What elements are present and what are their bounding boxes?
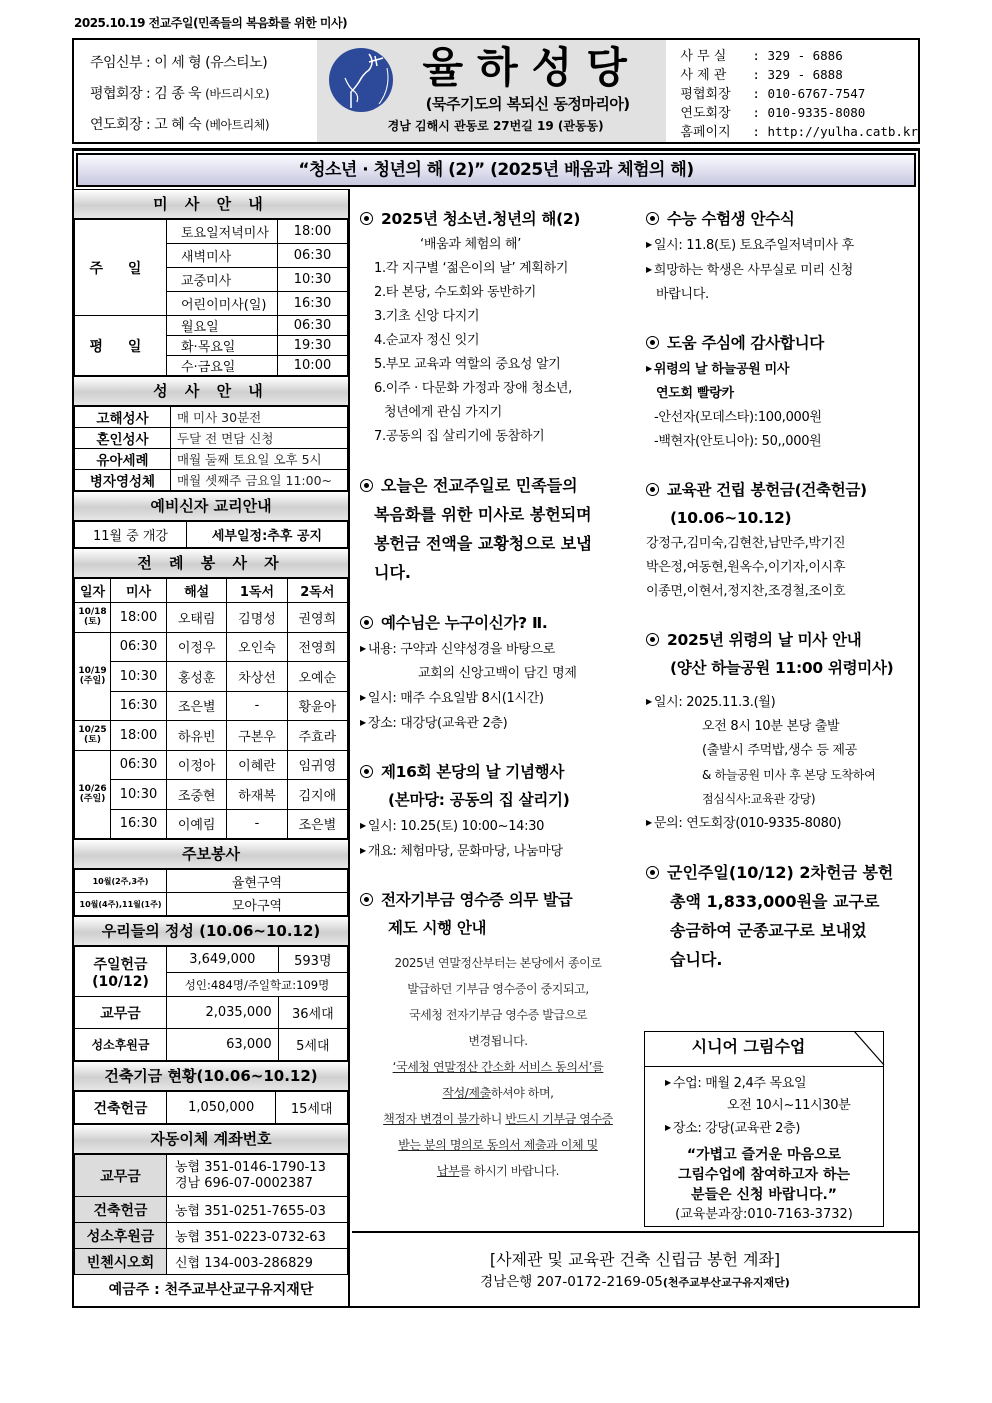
bullseye-icon [360,479,373,492]
bulletin-body [72,148,920,1308]
triangle-bullet-icon: ▶ [665,1078,671,1087]
triangle-bullet-icon: ▶ [360,821,366,830]
auto-transfer-title: 자동이체 계좌번호 [74,1124,348,1154]
mission-sunday-notice: 오늘은 전교주일로 민족들의 복음화를 위한 미사로 봉헌되며 봉헌금 전액을 교황청으로 보냅 니다. [360,471,636,587]
offerings-title: 우리들의 정성 (10.06~10.12) [74,916,348,946]
account-owner: 예금주 : 천주교부산교구유지재단 [108,1282,314,1298]
military-sunday-notice: 군인주일(10/12) 2차헌금 봉헌 총액 1,833,000원을 교구로 송금하여 군종교구로 보내었 습니다. [646,858,914,974]
triangle-bullet-icon: ▶ [665,1123,671,1132]
auto-transfer-table: 교무금 농협 351-0146-1790-13 경남 696-07-0002387 건축헌금 농협 351-0251-7655-03 성소후원금 농협 351-0223-0732-63 빈첸시오회 신협 134-003-286829 [74,1154,348,1275]
triangle-bullet-icon: ▶ [646,240,652,249]
e-receipt-heading: 전자기부금 영수증 의무 발급 제도 시행 안내 [360,886,636,942]
triangle-bullet-icon: ▶ [646,364,652,373]
liturgy-servers-title: 전 례 봉 사 자 [74,548,348,578]
liturgy-servers-table: 일자 미사 해설 1독서 2독서 10/18 (토) 18:00 오태림 김명성 권영희 10/19 (주일) 06:30 이정우 오인숙 전영희 10:30 홍성훈 차상선 오예순 16:30 조은별 - 황윤아 10/25 (토) 18:00 하유빈 구본우 주효라 10/26 (주일) 06:30 이정아 이혜란 임귀영 10:30 조중현 하재복 김지애 16:30 이예림 - 조은별 [74,578,348,839]
bulletin-service-title: 주보봉사 [74,839,348,869]
contact-rectory: 사 제 관 : 329 - 6888 [680,67,843,83]
youth-year-heading: 2025년 청소년.청년의 해(2) [360,205,636,233]
bullseye-icon [646,336,659,349]
exam-mass-heading: 수능 수험생 안수식 [646,205,914,233]
building-fund-table: 건축헌금 1,050,000 15세대 [74,1091,348,1124]
bulletin-header [72,38,920,144]
theme-banner: “청소년 · 청년의 해 (2)” (2025년 배움과 체험의 해) [76,153,916,187]
left-column [74,189,350,1307]
staff-prayer-leader: 연도회장 : 고 혜 숙 (베아트리체) [90,117,269,133]
triangle-bullet-icon: ▶ [360,846,366,855]
church-patron: (묵주기도의 복되신 동정마리아) [425,95,630,113]
parish-day-heading: 제16회 본당의 날 기념행사 (본마당: 공동의 집 살리기) [360,758,636,814]
bullseye-icon [646,483,659,496]
staff-council-president: 평협회장 : 김 종 욱 (바드리시오) [90,86,269,102]
bullseye-icon [360,212,373,225]
bulletin-service-table: 10월(2주,3주) 율현구역 10월(4주),11월(1주) 모아구역 [74,869,348,916]
mass-guide-title: 미 사 안 내 [74,189,348,219]
staff-pastor: 주임신부 : 이 세 형 (유스티노) [90,55,268,71]
senior-art-class-box: 시니어 그림수업 ▶ 수업: 매월 2,4주 목요일 오전 10시~11시30분 ▶ 장소: 강당(교육관 2층) “가볍고 즐거운 마음으로 그림수업에 참여하고자 하는 분들은 신청 바랍니다.” (교육분과장:010-7163-3732) [644,1031,884,1227]
catechumen-title: 예비신자 교리안내 [74,491,348,521]
senior-art-title: 시니어 그림수업 [691,1036,806,1056]
table-row: 10/25 (토) 18:00 하유빈 구본우 주효라 [75,721,348,751]
contact-council: 평협회장 : 010-6767-7547 [680,86,866,102]
building-fund-title: 건축기금 현황(10.06~10.12) [74,1061,348,1091]
staff-list [74,40,317,142]
all-souls-heading: 2025년 위령의 날 미사 안내 (양산 하늘공원 11:00 위령미사) [646,626,914,682]
triangle-bullet-icon: ▶ [360,644,366,653]
construction-account-box: [사제관 및 교육관 건축 신립금 봉헌 계좌] 경남은행 207-0172-2169-05(천주교부산교구유지재단) [352,1231,918,1307]
catechumen-table: 11월 중 개강 세부일정:추후 공지 [74,521,348,548]
bullseye-icon [360,893,373,906]
sacrament-table: 고해성사 매 미사 30분전 혼인성사 두달 전 면담 신청 유아세례 매월 둘째 토요일 오후 5시 병자영성체 매월 셋째주 금요일 11:00~ [74,406,348,491]
table-row: 16:30 이예림 - 조은별 [75,809,348,839]
triangle-bullet-icon: ▶ [646,818,652,827]
bullseye-icon [360,765,373,778]
triangle-bullet-icon: ▶ [360,693,366,702]
triangle-bullet-icon: ▶ [360,718,366,727]
contact-prayer: 연도회장 : 010-9335-8080 [680,105,866,121]
bullseye-icon [646,212,659,225]
bullseye-icon [360,616,373,629]
jesus-study-heading: 예수님은 누구이신가? Ⅱ. [360,609,636,637]
bullseye-icon [646,866,659,879]
thanks-heading: 도움 주심에 감사합니다 [646,329,914,357]
church-address: 경남 김해시 관동로 27번길 19 (관동동) [387,119,604,133]
church-name: 율하성당 [422,43,641,92]
edu-fund-heading: 교육관 건립 봉헌금(건축헌금) (10.06~10.12) [646,476,914,532]
table-row: 10:30 홍성훈 차상선 오예순 [75,662,348,692]
contact-homepage[interactable]: 홈페이지 : http://yulha.catb.kr [680,124,918,140]
bullseye-icon [646,633,659,646]
mass-schedule-table: 주 일 토요일저녁미사 18:00 새벽미사 06:30 교중미사 10:30 어린이미사(일) 16:30 평 일 월요일 06:30 화·목요일 19:30 수·금요일 10:00 [74,219,348,376]
table-row: 16:30 조은별 - 황윤아 [75,691,348,721]
contact-list [666,40,918,142]
sacrament-guide-title: 성 사 안 내 [74,376,348,406]
triangle-bullet-icon: ▶ [646,265,652,274]
contact-office: 사 무 실 : 329 - 6886 [680,48,843,64]
table-row: 10/19 (주일) 06:30 이정우 오인숙 전영희 [75,632,348,662]
church-title-block [317,40,667,142]
construction-account-title: [사제관 및 교육관 건축 신립금 봉헌 계좌] [489,1250,781,1269]
table-row: 10:30 조중현 하재복 김지애 [75,780,348,810]
e-receipt-body: 2025년 연말정산부터는 본당에서 종이로 발급하던 기부금 영수증이 중지되고, 국세청 전자기부금 영수증 발급으로 변경됩니다. ‘국세청 연말정산 간소화 서비스 동의서’를 작성/제출하셔야 하며, 책정자 변경이 불가하니 반드시 기부금 영수증 받는 분의 명의로 동의서 제출과 이체 및 납부를 하시기 바랍니다. [383,956,613,1178]
table-row: 10/18 (토) 18:00 오태림 김명성 권영희 [75,603,348,633]
table-row: 10/26 (주일) 06:30 이정아 이혜란 임귀영 [75,750,348,780]
bulletin-date-line: 2025.10.19 전교주일(민족들의 복음화를 위한 미사) [74,16,348,30]
middle-column: 2025년 청소년.청년의 해(2) ‘배움과 체험의 해’ 1.각 지구별 ‘젊은이의 날’ 계획하기 2.타 본당, 수도회와 동반하기 3.기초 신앙 다지기 4.순교자 정신 잇기 5.부모 교육과 역할의 중요성 알기 6.이주 · 다문화 가정과 장애 청소년, 청년에게 관심 가지기 7.공동의 집 살리기에 동참하기 오늘은 전교주일로 민족들의 복음화를 위한 미사로 봉헌되며 봉헌금 전액을 교황청으로 보냅 니다. 예수님은 누구이신가? Ⅱ. ▶ 내용: 구약과 신약성경을 바탕으로 교회의 신앙고백이 담긴 명제 ▶ 일시: 매주 수요일밤 8시(1시간) ▶ 장소: 대강당(교육관 2층) 제16회 본당의 날 기념행사 (본마당: 공동의 집 살리기) ▶ 일시: 10.25(토) 10:00~14:30 ▶ 개요: 체험마당, 문화마당, 나눔마당 전자기부금 영수증 의무 발급 제도 시행 안내 2025년 연말정산부터는 본당에서 종이로 발급하던 기부금 영수증이 중지되고, 국세청 전자기부금 영수증 발급으로 변경됩니다. ‘국세청 연말정산 간소화 서비스 동의서’를 작성/제출하셔야 하며, 책정자 변경이 불가하니 반드시 기부금 영수증 받는 분의 명의로 동의서 제출과 이체 및 납부를 하시기 바랍니다. [352,189,642,1269]
triangle-bullet-icon: ▶ [646,697,652,706]
offerings-table: 주일헌금 (10/12) 3,649,000 593명 성인:484명/주일학교:109명 교무금 2,035,000 36세대 성소후원금 63,000 5세대 [74,946,348,1061]
right-column: 수능 수험생 안수식 ▶ 일시: 11.8(토) 토요주일저녁미사 후 ▶ 희망하는 학생은 사무실로 미리 신청 바랍니다. 도움 주심에 감사합니다 ▶ 위령의 날 하늘공원 미사 연도회 빨랑카 -안선자(모데스타):100,000원 -백현자(안토니아): 50,,000원 교육관 건립 봉헌금(건축헌금) (10.06~10.12) 강정구,김미숙,김현찬,남만주,박기진 박은정,여동현,원옥수,이기자,이시후 이종면,이현서,정지찬,조경철,조이호 2025년 위령의 날 미사 안내 (양산 하늘공원 11:00 위령미사) ▶ 일시: 2025.11.3.(월) 오전 8시 10분 본당 출발 (출발시 주먹밥,생수 등 제공 & 하늘공원 미사 후 본당 도착하여 점심식사:교육관 강당) ▶ 문의: 연도회장(010-9335-8080) 군인주일(10/12) 2차헌금 봉헌 총액 1,833,000원을 교구로 송금하여 군종교구로 보내었 습니다. [642,189,918,1269]
